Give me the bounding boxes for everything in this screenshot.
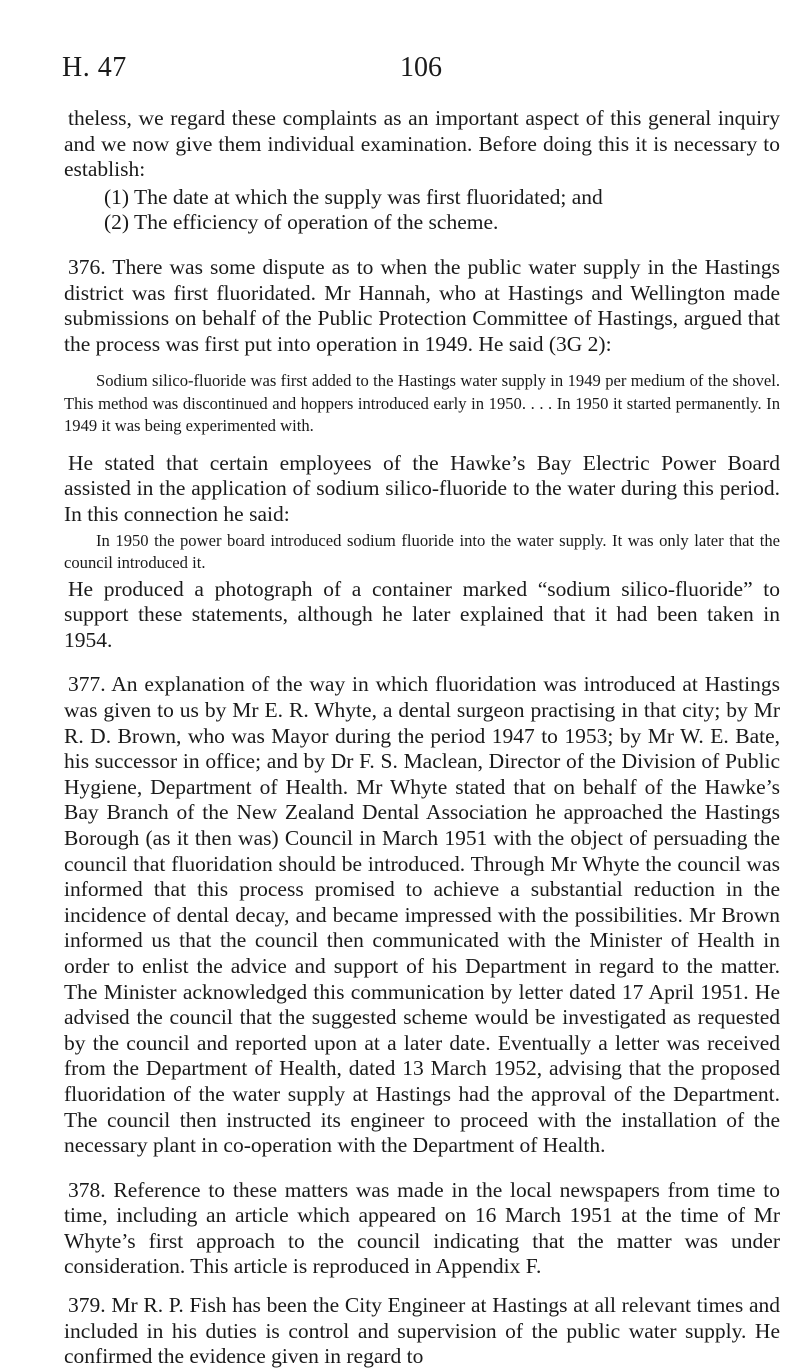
page-header bbox=[62, 52, 780, 92]
list-item: (2) The efficiency of operation of the scheme. bbox=[104, 210, 499, 235]
paragraph-376: 376. There was some dispute as to when the public water supply in the Hastings district was first fluoridated. Mr Hannah, who at Hastings and Wellington made submissions on behalf of the Public Protection Committee of Hastings, argued that the process was first put into operation in 1949. He said (3G 2): bbox=[64, 254, 780, 356]
block-quote: In 1950 the power board introduced sodium fluoride into the water supply. It was only later that the council introduced it. bbox=[64, 530, 780, 573]
page-number: 106 bbox=[400, 52, 442, 83]
paragraph-378: 378. Reference to these matters was made in the local newspapers from time to time, including an article which appeared on 16 March 1951 at the time of Mr Whyte’s first approach to the council indicating that the matter was under consideration. This article is reproduced in Appendix F. bbox=[64, 1177, 780, 1279]
document-code: H. 47 bbox=[62, 52, 127, 83]
block-quote: Sodium silico-fluoride was first added to the Hastings water supply in 1949 per medium of the shovel. This method was discontinued and hoppers introduced early in 1950. . . . In 1950 it started permanently. In 1949 it was being experimented with. bbox=[64, 371, 780, 436]
paragraph-379: 379. Mr R. P. Fish has been the City Engineer at Hastings at all relevant times and included in his duties is control and supervision of the public water supply. He confirmed the evidence given in regard to bbox=[64, 1293, 780, 1369]
paragraph: He stated that certain employees of the Hawke’s Bay Electric Power Board assisted in the application of sodium silico-fluoride to the water during this period. In this connection he said: bbox=[64, 450, 780, 527]
page-body bbox=[64, 106, 780, 1370]
paragraph: He produced a photograph of a container marked “sodium silico-fluoride” to support these statements, although he later explained that it had been taken in 1954. bbox=[64, 576, 780, 652]
paragraph-377: 377. An explanation of the way in which fluoridation was introduced at Hastings was given to us by Mr E. R. Whyte, a dental surgeon practising in that city; by Mr R. D. Brown, who was Mayor during the period 1947 to 1953; by Mr W. E. Bate, his successor in office; and by Dr F. S. Maclean, Director of the Division of Public Hygiene, Department of Health. Mr Whyte stated that on behalf of the Hawke’s Bay Branch of the New Zealand Dental Association he approached the Hastings Borough (as it then was) Council in March 1951 with the object of persuading the council that fluoridation should be introduced. Through Mr Whyte the council was informed that this process promised to achieve a substantial reduction in the incidence of dental decay, and became impressed with the possibilities. Mr Brown informed us that the council then communicated with the Minister of Health in order to enlist the advice and support of his Department in regard to the matter. The Minister acknowledged this communication by letter dated 17 April 1951. He advised the council that the suggested scheme would be investigated as requested by the council and reported upon at a later date. Eventually a letter was received from the Department of Health, dated 13 March 1952, advising that the proposed fluoridation of the water supply at Hastings had the approval of the Department. The council then instructed its engineer to proceed with the installation of the necessary plant in co-operation with the Department of Health. bbox=[64, 672, 780, 1158]
list-item: (1) The date at which the supply was first fluoridated; and bbox=[104, 184, 603, 209]
intro-paragraph: theless, we regard these complaints as an important aspect of this general inquiry and we now give them individual examination. Before doing this it is necessary to establish: bbox=[64, 106, 780, 182]
